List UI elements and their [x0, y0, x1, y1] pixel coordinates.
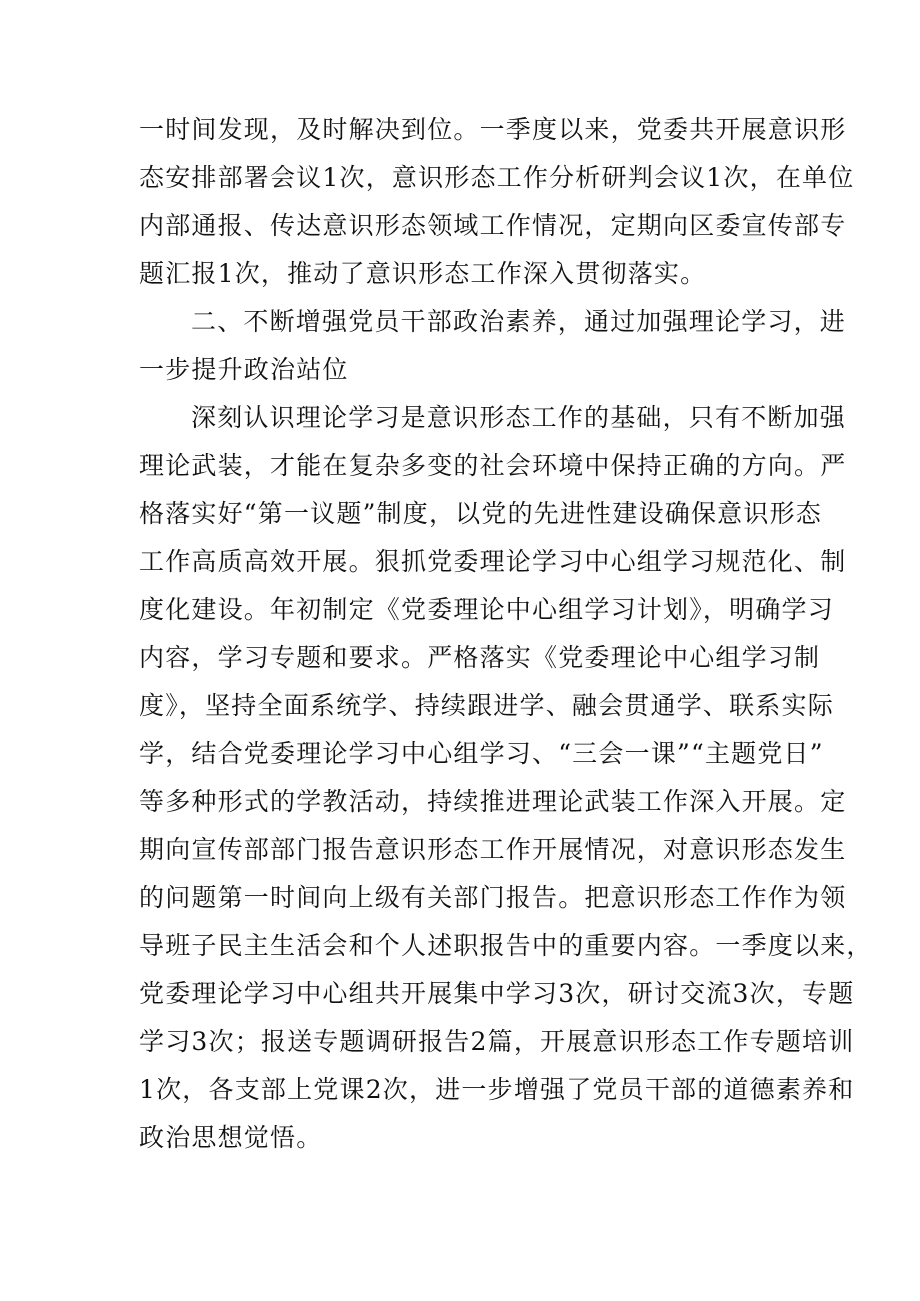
text-line: 态安排部署会议1次，意识形态工作分析研判会议1次，在单位: [139, 163, 855, 192]
text-line: 等多种形式的学教活动，持续推进理论武装工作深入开展。定: [139, 787, 847, 816]
text-line: 的问题第一时间向上级有关部门报告。把意识形态工作作为领: [139, 883, 847, 912]
text-line: 一时间发现，及时解决到位。一季度以来，党委共开展意识形: [139, 115, 847, 144]
section-heading-2: [139, 298, 847, 394]
document-body: [139, 106, 873, 1162]
heading-line: 一步提升政治站位: [139, 355, 349, 384]
text-line: 格落实好“第一议题”制度，以党的先进性建设确保意识形态: [139, 499, 822, 528]
text-line: 深刻认识理论学习是意识形态工作的基础，只有不断加强: [191, 403, 847, 432]
text-line: 1次，各支部上党课2次，进一步增强了党员干部的道德素养和: [139, 1075, 855, 1104]
text-line: 题汇报1次，推动了意识形态工作深入贯彻落实。: [139, 259, 707, 288]
text-line: 度》，坚持全面系统学、持续跟进学、融会贯通学、联系实际: [139, 691, 834, 720]
text-line: 党委理论学习中心组共开展集中学习3次，研讨交流3次，专题: [139, 979, 855, 1008]
text-line: 内容，学习专题和要求。严格落实《党委理论中心组学习制: [139, 643, 821, 672]
paragraph-theory-study: [139, 394, 873, 1162]
text-line: 学习3次；报送专题调研报告2篇，开展意识形态工作专题培训: [139, 1027, 855, 1056]
text-line: 内部通报、传达意识形态领域工作情况，定期向区委宣传部专: [139, 211, 847, 240]
text-line: 理论武装，才能在复杂多变的社会环境中保持正确的方向。严: [139, 451, 847, 480]
text-line: 工作高质高效开展。狠抓党委理论学习中心组学习规范化、制: [139, 547, 847, 576]
text-line: 政治思想觉悟。: [139, 1123, 323, 1152]
paragraph-ideology-work-summary: [139, 106, 855, 298]
text-line: 导班子民主生活会和个人述职报告中的重要内容。一季度以来，: [139, 931, 873, 960]
text-line: 度化建设。年初制定《党委理论中心组学习计划》，明确学习: [139, 595, 834, 624]
text-line: 学，结合党委理论学习中心组学习、“三会一课”“主题党日”: [139, 739, 824, 768]
text-line: 期向宣传部部门报告意识形态工作开展情况，对意识形态发生: [139, 835, 847, 864]
heading-line: 二、不断增强党员干部政治素养，通过加强理论学习，进: [191, 307, 847, 336]
